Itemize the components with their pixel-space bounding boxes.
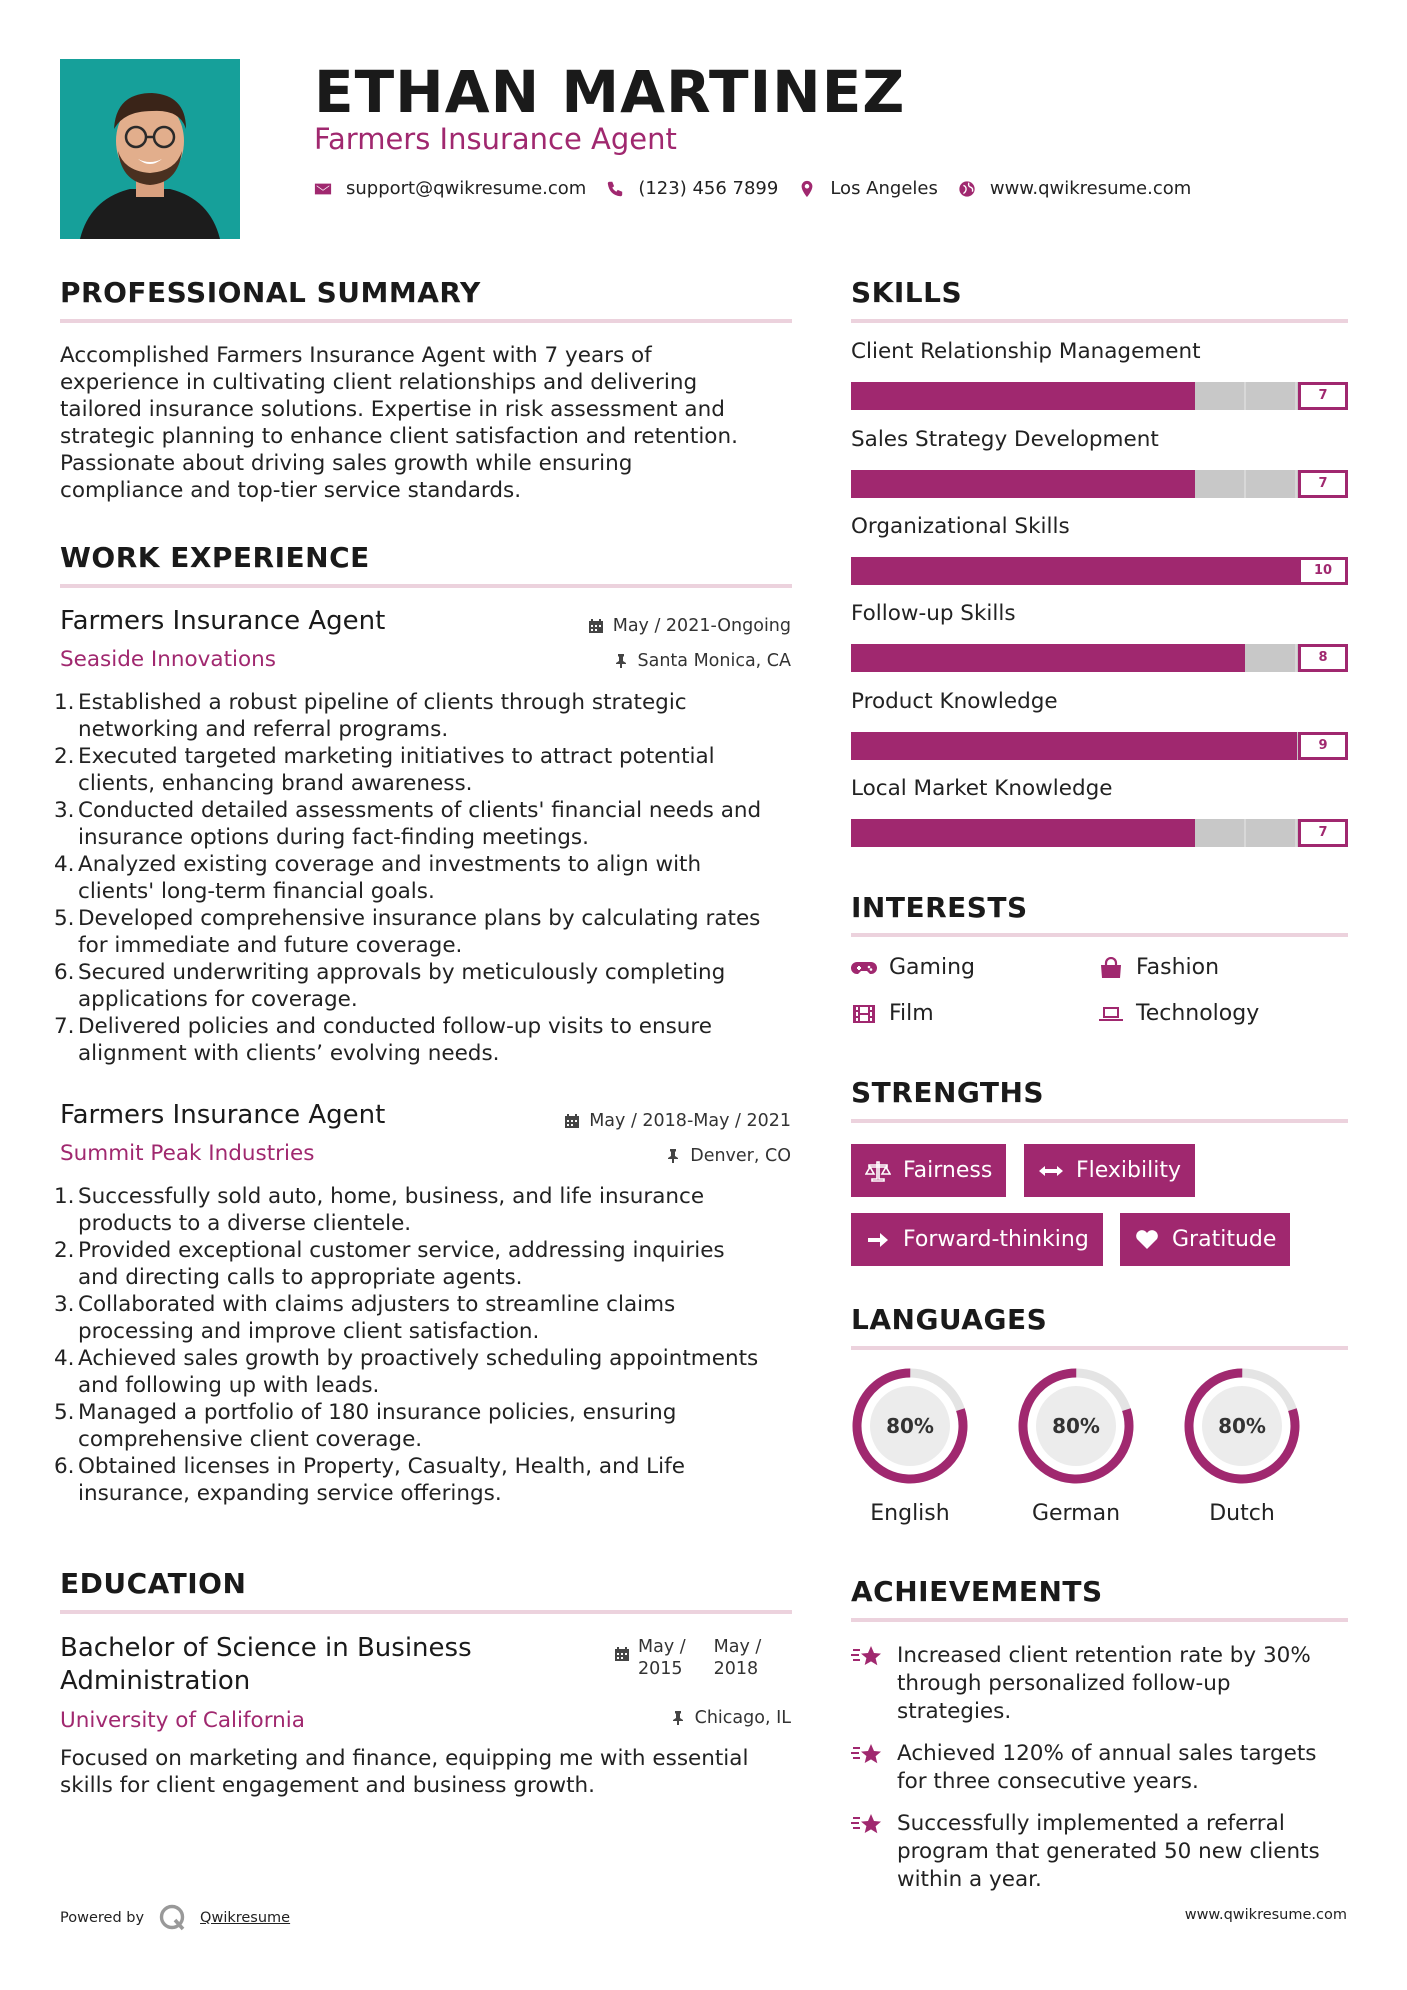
skill-bar-segment [1146,470,1195,498]
skill-bar [851,382,1348,410]
skill-bar [851,557,1348,585]
education-heading: EDUCATION [60,1567,247,1600]
language-name: German [1031,1501,1121,1526]
list-item: 3. Conducted detailed assessments of clients' financial needs and insurance options during fact-finding meetings. [54,798,762,850]
skills-heading: SKILLS [851,276,963,309]
list-item: 5. Managed a portfolio of 180 insurance policies, ensuring comprehensive client coverage. [54,1400,677,1452]
email-text: support@qwikresume.com [346,178,587,199]
skill-bar-segment [998,819,1047,847]
interest-film: Film [851,1001,934,1026]
skill-name: Product Knowledge [851,689,1058,714]
skill-level-badge: 10 [1298,557,1348,585]
achievements-heading: ACHIEVEMENTS [851,1575,1103,1608]
skill-bar-segment [1047,382,1096,410]
list-item: 6. Obtained licenses in Property, Casualty, Health, and Life insurance, expanding service offerings. [54,1454,685,1506]
skill-bar-segment [1247,732,1297,760]
skill-level-badge: 9 [1298,732,1348,760]
skill-bar-segment [949,470,998,498]
double-arrow-icon [1038,1160,1064,1182]
skill-name: Organizational Skills [851,514,1070,539]
contact-email[interactable] [314,178,586,199]
skill-bar-segment [901,732,951,760]
footer-url[interactable]: www.qwikresume.com [1184,1907,1347,1923]
arrow-right-icon [865,1229,891,1251]
list-item: 3. Collaborated with claims adjusters to streamline claims processing and improve client satisfaction. [54,1292,676,1344]
skill-bar-segment [1047,819,1096,847]
globe-icon [958,180,976,198]
skill-level-badge: 8 [1298,644,1348,672]
skill-bar-segment [949,819,998,847]
strength-chip-fairness: Fairness [851,1144,1006,1197]
achievement-item [851,1740,1351,1796]
skill-bar-segment [901,557,951,585]
job-location: Santa Monica, CA [613,651,792,671]
skill-level-badge: 7 [1298,382,1348,410]
job-date: May / 2018-May / 2021 [564,1111,791,1131]
skill-bar-segment [950,732,1000,760]
achievement-text: Successfully implemented a referral program that generated 50 new clients within a year. [897,1811,1320,1892]
languages-heading: LANGUAGES [851,1303,1048,1336]
skill-bar-segment [998,470,1047,498]
contact-website[interactable] [958,178,1191,199]
section-divider [60,584,792,588]
calendar-icon [588,618,604,634]
candidate-title: Farmers Insurance Agent [314,122,677,156]
skill-bar-segment [900,470,949,498]
website-text: www.qwikresume.com [989,178,1192,199]
job-date: May / 2021-Ongoing [588,616,791,636]
language-percent: 80% [1052,1414,1100,1438]
profile-photo [60,59,240,239]
skill-bar-segment [1146,819,1195,847]
skill-bar [851,470,1348,498]
language-percent: 80% [886,1414,934,1438]
skill-bar-segment [950,557,1000,585]
language-percent: 80% [1218,1414,1266,1438]
map-pin-icon [798,180,816,198]
list-item: 4. Analyzed existing coverage and investments to align with clients' long-term financial goals. [54,852,702,904]
section-divider [60,1610,792,1614]
qwikresume-logo-icon [158,1903,188,1933]
skill-bar-segment [851,819,900,847]
language-name: English [870,1501,950,1526]
skill-bar-segment [1148,732,1198,760]
section-divider [851,933,1348,937]
summary-heading: PROFESSIONAL SUMMARY [60,276,481,309]
achievement-item [851,1810,1351,1894]
skill-bar-segment [998,382,1047,410]
skill-level-badge: 7 [1298,470,1348,498]
skill-bar-segment [900,819,949,847]
gamepad-icon [851,957,877,979]
list-item: 1. Established a robust pipeline of clients through strategic networking and referral programs. [54,690,687,742]
skill-bar-segment [1245,644,1296,672]
film-icon [851,1003,877,1025]
skill-bar [851,819,1348,847]
powered-by: Powered by Qwikresume [60,1903,290,1933]
skill-bar-segment [1000,732,1050,760]
section-divider [851,1346,1348,1350]
education-description: Focused on marketing and finance, equipping me with essential skills for client engagement and business growth. [60,1746,749,1798]
skill-bar-segment [1149,557,1199,585]
pushpin-icon [670,1710,686,1726]
candidate-name: ETHAN MARTINEZ [314,58,906,126]
skill-name: Client Relationship Management [851,339,1201,364]
strength-chip-flexibility: Flexibility [1024,1144,1195,1197]
skill-bar-segment [851,557,901,585]
summary-text: Accomplished Farmers Insurance Agent with 7 years of experience in cultivating client relationships and delivering tailored insurance solutions. Expertise in risk assessment and strategic planning to enhance client satisfaction and retention. Passionate about driving sales growth while ensuring compliance and top-tier service standards. [60,343,738,503]
skill-name: Local Market Knowledge [851,776,1113,801]
job-role: Farmers Insurance Agent [60,606,386,636]
skill-bar-segment [1195,819,1246,847]
phone-text: (123) 456 7899 [638,178,779,199]
list-item: 6. Secured underwriting approvals by meticulously completing applications for coverage. [54,960,726,1012]
skill-bar-segment [851,382,900,410]
experience-heading: WORK EXPERIENCE [60,541,370,574]
education-date: May / 2015 May / 2018 [614,1636,761,1680]
skill-bar-segment [949,382,998,410]
section-divider [851,1119,1348,1123]
school-name: University of California [60,1708,305,1733]
avatar-illustration [60,59,240,239]
job-company: Summit Peak Industries [60,1141,315,1166]
skill-name: Sales Strategy Development [851,427,1159,452]
skill-name: Follow-up Skills [851,601,1016,626]
skill-bar-segment [1099,732,1149,760]
skill-bar-segment [1096,470,1145,498]
list-item: 5. Developed comprehensive insurance plans by calculating rates for immediate and future coverage. [54,906,761,958]
star-icon [851,1811,883,1839]
language-item [1015,1365,1137,1526]
location-text: Los Angeles [830,178,938,199]
skill-bar-segment [1246,382,1297,410]
section-divider [851,319,1348,323]
job-role: Farmers Insurance Agent [60,1100,386,1130]
interest-gaming: Gaming [851,955,975,980]
language-item [1181,1365,1303,1526]
skill-bar-segment [1198,732,1248,760]
list-item: 4. Achieved sales growth by proactively scheduling appointments and following up with leads. [54,1346,759,1398]
star-icon [851,1643,883,1671]
skill-bar-segment [1096,819,1145,847]
skill-bar-segment [1097,644,1146,672]
calendar-icon [614,1646,630,1662]
list-item: 7. Delivered policies and conducted follow-up visits to ensure alignment with clients’ evolving needs. [54,1014,712,1066]
shopping-bag-icon [1098,957,1124,979]
skill-bar-segment [900,644,949,672]
list-item: 1. Successfully sold auto, home, business, and life insurance products to a diverse clientele. [54,1184,705,1236]
heart-icon [1134,1229,1160,1251]
skill-bar-segment [1096,382,1145,410]
job-company: Seaside Innovations [60,647,276,672]
qwikresume-link[interactable]: Qwikresume [200,1910,291,1926]
job-bullets [54,1183,798,1507]
laptop-icon [1098,1003,1124,1025]
skill-bar-segment [900,382,949,410]
job-bullets [54,689,798,1067]
language-item [849,1365,971,1526]
language-name: Dutch [1209,1501,1275,1526]
skill-bar [851,644,1348,672]
skill-bar-segment [1246,470,1297,498]
interest-fashion: Fashion [1098,955,1219,980]
contact-location [798,178,938,199]
pushpin-icon [665,1148,681,1164]
skill-bar-segment [1246,819,1297,847]
skill-bar-segment [999,644,1048,672]
skill-bar-segment [1196,644,1245,672]
phone-icon [606,180,624,198]
skill-bar-segment [851,644,900,672]
section-divider [851,1618,1348,1622]
skill-bar-segment [1199,557,1249,585]
achievement-item [851,1642,1351,1726]
skill-bar-segment [1047,470,1096,498]
pushpin-icon [613,653,629,669]
skill-bar-segment [1195,470,1246,498]
skill-bar-segment [851,470,900,498]
strength-chip-gratitude: Gratitude [1120,1213,1290,1266]
star-icon [851,1741,883,1769]
skill-level-badge: 7 [1298,819,1348,847]
skill-bar-segment [1146,382,1195,410]
school-location: Chicago, IL [670,1708,791,1728]
calendar-icon [564,1113,580,1129]
skill-bar-segment [1100,557,1150,585]
list-item: 2. Provided exceptional customer service, addressing inquiries and directing calls to appropriate agents. [54,1238,725,1290]
skill-bar-segment [1147,644,1196,672]
achievement-text: Increased client retention rate by 30% through personalized follow-up strategies. [897,1643,1311,1724]
skill-bar-segment [851,732,901,760]
skill-bar-segment [1048,644,1097,672]
skill-bar-segment [1049,732,1099,760]
interests-heading: INTERESTS [851,891,1028,924]
skill-bar-segment [1000,557,1050,585]
strengths-heading: STRENGTHS [851,1076,1045,1109]
contact-bar [314,178,1211,199]
skill-bar-segment [1050,557,1100,585]
envelope-icon [314,180,332,198]
strength-chip-forward-thinking: Forward-thinking [851,1213,1103,1266]
job-location: Denver, CO [665,1146,791,1166]
interest-technology: Technology [1098,1001,1259,1026]
achievement-text: Achieved 120% of annual sales targets for three consecutive years. [897,1741,1317,1794]
section-divider [60,319,792,323]
list-item: 2. Executed targeted marketing initiatives to attract potential clients, enhancing brand awareness. [54,744,715,796]
contact-phone[interactable] [606,178,778,199]
skill-bar [851,732,1348,760]
degree-title: Bachelor of Science in Business Administration [60,1633,472,1696]
balance-scale-icon [865,1160,891,1182]
skill-bar-segment [1249,557,1299,585]
skill-bar-segment [1195,382,1246,410]
skill-bar-segment [950,644,999,672]
